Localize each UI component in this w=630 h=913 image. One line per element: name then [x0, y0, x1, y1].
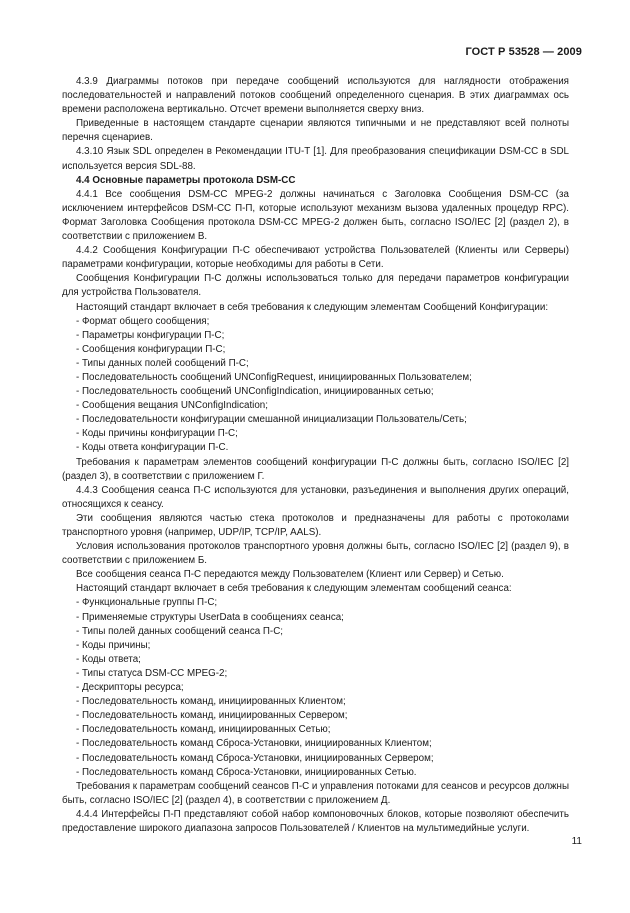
list-item: - Последовательности конфигурации смешанной инициализации Пользователь/Сеть;	[76, 414, 467, 426]
list-item: - Сообщения конфигурации П-С;	[76, 343, 226, 355]
list-item: - Типы статуса DSM-CC MPEG-2;	[76, 667, 228, 679]
paragraph: Сообщения Конфигурации П-С должны использоваться только для передачи параметров конфигурации для устройства Пользователя.	[62, 273, 569, 299]
list-item: - Последовательность команд Сброса-Установки, инициированных Сетью.	[76, 766, 417, 778]
paragraph: 4.3.9 Диаграммы потоков при передаче сообщений используются для наглядности отображения последовательностей и направлений потоков сообщений определенного сценария. В этих диаграммах ось времени расположена вертикально. Отсчет времени выполняется сверху вниз.	[62, 76, 569, 116]
list-item: - Последовательность команд, инициированных Клиентом;	[76, 696, 346, 708]
list-item: - Функциональные группы П-С;	[76, 597, 218, 609]
section-heading: 4.4 Основные параметры протокола DSM-CC	[76, 174, 296, 186]
list-item: - Последовательность сообщений UNConfigIndication, инициированных сетью;	[76, 386, 434, 398]
list-item: - Коды причины конфигурации П-С;	[76, 428, 238, 440]
list-item: - Последовательность команд, инициированных Сервером;	[76, 710, 348, 722]
paragraph: Приведенные в настоящем стандарте сценарии являются типичными и не представляют всей полноты перечня сценариев.	[62, 118, 569, 144]
list-item: - Последовательность команд Сброса-Установки, инициированных Клиентом;	[76, 738, 432, 750]
list-item: - Применяемые структуры UserData в сообщениях сеанса;	[76, 611, 344, 623]
paragraph: 4.4.2 Сообщения Конфигурации П-С обеспечивают устройства Пользователей (Клиенты или Серверы) параметрами конфигурации, которые необходимы для работы в Сети.	[62, 245, 569, 271]
list-item: - Последовательность команд, инициированных Сетью;	[76, 724, 331, 736]
list-item: - Коды причины;	[76, 639, 151, 651]
document-body	[62, 75, 569, 836]
paragraph: 4.4.1 Все сообщения DSM-CC MPEG-2 должны начинаться с Заголовка Сообщения DSM-CC (за исключением интерфейсов DSM-CC П-П, которые используют механизм вызова удаленных процедур RPC). Формат Заголовка Сообщения протокола DSM-CC MPEG-2 должен быть, согласно ISO/IEC [2] (раздел 2), в соответствии с приложением В.	[62, 188, 569, 243]
list-item: - Параметры конфигурации П-С;	[76, 329, 225, 341]
list-item: - Типы данных полей сообщений П-С;	[76, 357, 249, 369]
paragraph: Настоящий стандарт включает в себя требования к следующим элементам сообщений сеанса:	[76, 583, 512, 595]
list-item: - Сообщения вещания UNConfigIndication;	[76, 400, 268, 412]
list-item: - Последовательность сообщений UNConfigRequest, инициированных Пользователем;	[76, 371, 472, 383]
paragraph: Условия использования протоколов транспортного уровня должны быть, согласно ISO/IEC [2] (раздел 9), в соответствии с приложением Б.	[62, 541, 569, 567]
list-item: - Типы полей данных сообщений сеанса П-С;	[76, 625, 283, 637]
list-item: - Коды ответа конфигурации П-С.	[76, 442, 229, 454]
list-item: - Дескрипторы ресурса;	[76, 682, 184, 694]
paragraph: Все сообщения сеанса П-С передаются между Пользователем (Клиент или Сервер) и Сетью.	[76, 569, 504, 581]
page-number: 11	[571, 836, 582, 847]
list-item: - Коды ответа;	[76, 653, 141, 665]
document-code: ГОСТ Р 53528 — 2009	[465, 46, 582, 58]
list-item: - Формат общего сообщения;	[76, 315, 210, 327]
paragraph: Требования к параметрам элементов сообщений конфигурации П-С должны быть, согласно ISO/IEC [2] (раздел 3), в соответствии с приложением Г.	[62, 456, 569, 482]
paragraph: Эти сообщения являются частью стека протоколов и предназначены для работы с протоколами транспортного уровня (например, UDP/IP, TCP/IP, AALS).	[62, 512, 569, 538]
paragraph: Настоящий стандарт включает в себя требования к следующим элементам Сообщений Конфигурации:	[76, 301, 549, 313]
paragraph: Требования к параметрам сообщений сеансов П-С и управления потоками для сеансов и ресурсов должны быть, согласно ISO/IEC [2] (раздел 4), в соответствии с приложением Д.	[62, 780, 569, 806]
paragraph: 4.4.3 Сообщения сеанса П-С используются для установки, разъединения и выполнения других операций, относящихся к сеансу.	[62, 484, 569, 510]
paragraph: 4.3.10 Язык SDL определен в Рекомендации ITU-T [1]. Для преобразования спецификации DSM-CC в SDL используется версия SDL-88.	[62, 146, 569, 172]
list-item: - Последовательность команд Сброса-Установки, инициированных Сервером;	[76, 752, 434, 764]
paragraph: 4.4.4 Интерфейсы П-П представляют собой набор компоновочных блоков, которые позволяют обеспечить предоставление широкого диапазона запросов Пользователей / Клиентов на мультимедийные услуги.	[62, 808, 569, 834]
